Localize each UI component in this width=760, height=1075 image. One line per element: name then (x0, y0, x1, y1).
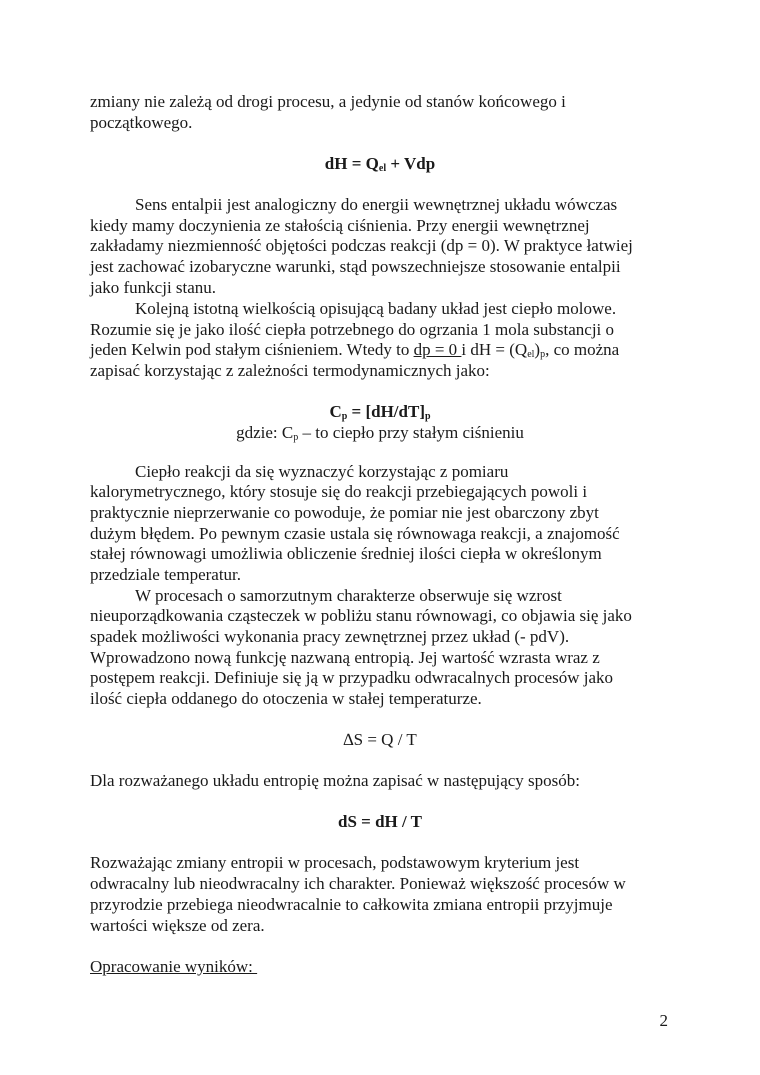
text-line: Rozważając zmiany entropii w procesach, podstawowym kryterium jest (90, 853, 580, 872)
text-line: Ciepło reakcji da się wyznaczyć korzystając z pomiaru (135, 462, 509, 481)
text-line: W procesach o samorzutnym charakterze obserwuje się wzrost (135, 586, 562, 605)
text-line: Wprowadzono nową funkcję nazwaną entropią. Jej wartość wzrasta wraz z (90, 648, 600, 667)
text-line: kalorymetrycznego, który stosuje się do reakcji przebiegających powoli i (90, 482, 588, 501)
equation-heat-capacity: $C_p = [dH/dT]_p$ (329, 402, 431, 422)
text-line: Dla rozważanego układu entropię można zapisać w następujący sposób: (90, 771, 580, 790)
text-line: zmiany nie zależą od drogi procesu, a jedynie od stanów końcowego i (90, 92, 566, 111)
equation-enthalpy: dH = $Q_{el}$ + Vdp (324, 154, 436, 174)
page-number: 2 (659, 1011, 668, 1030)
text-line: Kolejną istotną wielkością opisującą badany układ jest ciepło molowe. (135, 299, 617, 318)
text-line: nieuporządkowania cząsteczek w pobliżu stanu równowagi, co objawia się jako (90, 606, 632, 625)
equation-note: gdzie: $C_p$ – to ciepło przy stałym ciśnieniu (236, 423, 524, 443)
text-line: jako funkcji stanu. (90, 278, 217, 297)
text-line-kelvin: jeden Kelwin pod stałym ciśnieniem. Wtedy to dp = 0 i dH = $(Q_{el})_p$, co można (90, 340, 620, 360)
section-heading: Opracowanie wyników: (90, 957, 258, 976)
text-line: przyrodzie przebiega nieodwracalnie to całkowita zmiana entropii przyjmuje (90, 895, 613, 914)
text-line: jest zachować izobaryczne warunki, stąd powszechniejsze stosowanie entalpii (90, 257, 621, 276)
text-line: Sens entalpii jest analogiczny do energii wewnętrznej układu wówczas (135, 195, 618, 214)
text-line: Rozumie się je jako ilość ciepła potrzebnego do ogrzania 1 mola substancji o (90, 320, 615, 339)
text-line: ilość ciepła oddanego do otoczenia w stałej temperaturze. (90, 689, 482, 708)
equation-entropy-differential: dS = dH / T (337, 812, 423, 831)
equation-entropy-change: ∆S = Q / T (343, 730, 417, 749)
text-line: praktycznie nieprzerwanie co powoduje, że pomiar nie jest obarczony zbyt (90, 503, 599, 522)
text-line: postępem reakcji. Definiuje się ją w przypadku odwracalnych procesów jako (90, 668, 614, 687)
text-line: kiedy mamy doczynienia ze stałością ciśnienia. Przy energii wewnętrznej (90, 216, 590, 235)
text-line: zapisać korzystając z zależności termodynamicznych jako: (90, 361, 490, 380)
text-line: wartości większe od zera. (90, 916, 265, 935)
text-line: odwracalny lub nieodwracalny ich charakter. Ponieważ większość procesów w (90, 874, 626, 893)
text-line: dużym błędem. Po pewnym czasie ustala się równowaga reakcji, a znajomość (90, 524, 620, 543)
text-line: początkowego. (90, 113, 193, 132)
text-line: spadek możliwości wykonania pracy zewnętrznej przez układ (- pdV). (90, 627, 570, 646)
text-line: zakładamy niezmienność objętości podczas reakcji (dp = 0). W praktyce łatwiej (90, 236, 633, 255)
text-line: przedziale temperatur. (90, 565, 242, 584)
text-line: stałej równowagi umożliwia obliczenie średniej ilości ciepła w określonym (90, 544, 602, 563)
